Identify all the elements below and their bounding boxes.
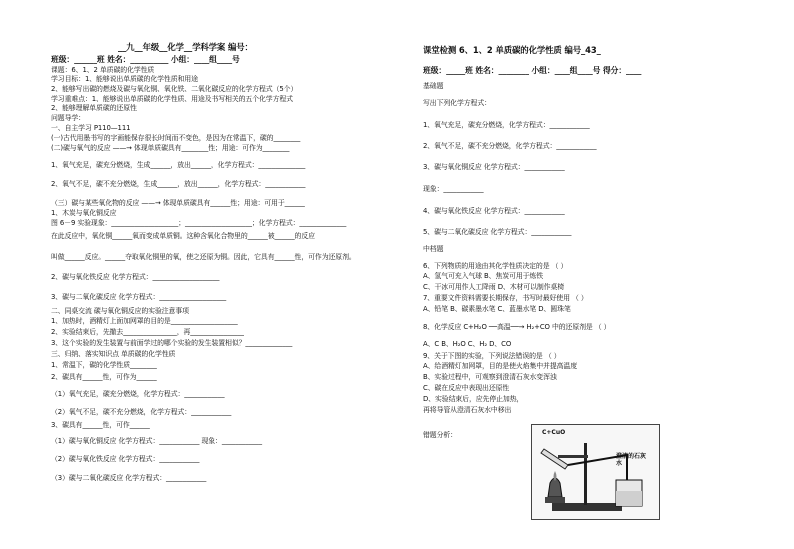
mid-item: A、氢气可充入气球 B、焦炭可用于炼铁 <box>423 272 543 280</box>
left-line: 三、归纳、落实知识点 单质碳的化学性质 <box>51 350 176 358</box>
left-line: （1）氧气充足，碳充分燃烧，化学方程式：____________ <box>51 390 225 398</box>
left-line: 二、同桌交流 碳与氧化铜反应的实验注意事项 <box>51 307 189 315</box>
figure-label-side: 澄清的石灰水 <box>616 453 647 467</box>
mid-item: 再将导管从澄清石灰水中移出 <box>423 406 512 414</box>
mid-item: C、碳在反应中表现出还原性 <box>423 384 510 392</box>
right-class-line: 班级：_____班 姓名：________ 小组：____组____号 得分：____ <box>423 66 642 75</box>
left-line: （2）氧气不足，碳不充分燃烧，化学方程式：____________ <box>51 408 232 416</box>
left-line: 3、碳具有______性，可作______ <box>51 421 150 429</box>
left-line: （1）碳与氧化铜反应 化学方程式：____________ 现象：____________ <box>51 437 262 445</box>
basic-intro: 写出下列化学方程式： <box>423 99 491 107</box>
left-line: 2、实验结束后，先撤去________________，再________________ <box>51 328 244 336</box>
left-line: 叫做______反应。______夺取氧化铜里的氧，使之还原为铜。因此，它具有______性，可作为还原剂。 <box>51 253 356 261</box>
mid-item: D、实验结束后，应先停止加热， <box>423 395 524 403</box>
error-analysis: 错题分析： <box>423 431 457 439</box>
left-line: 课题：6、1、2 单质碳的化学性质 <box>51 66 155 74</box>
mid-item: B、实验过程中，可观察到澄清石灰水变浑浊 <box>423 373 557 381</box>
left-line: 1、氧气充足，碳充分燃烧，生成______，放出______，化学方程式：______________ <box>51 161 306 169</box>
basic-item: 现象：____________ <box>423 185 484 193</box>
mid-item: 8、化学反应 C+H₂O ──高温──→ H₂+CO 中的还原剂是 （ ） <box>423 323 611 331</box>
left-line: 2、碳具有______性，可作为______ <box>51 373 157 381</box>
right-title: 课堂检测 6、1、2 单质碳的化学性质 编号_43_ <box>423 45 601 55</box>
left-line: 3、这个实验的发生装置与前面学过的哪个实验的发生装置相似？______________ <box>51 339 293 347</box>
basic-item: 3、碳与氧化铜反应 化学方程式：____________ <box>423 163 565 171</box>
left-line: 2、能够写出碳的燃烧及碳与氧化铜、氧化铁、二氧化碳反应的化学方程式（5个） <box>51 85 298 93</box>
left-class-line: 班级：______班 姓名：__________ 小组：____组____号 <box>51 55 240 64</box>
mid-item: A、给酒精灯加网罩，目的是使火焰集中并提高温度 <box>423 362 578 370</box>
left-line: （三）碳与某些氧化物的反应 ——→ 体现单质碳具有______性；用途：可用于______ <box>51 199 305 207</box>
left-line: 在此反应中，氧化铜______氧而变成单质铜。这种含氧化合物里的______被______的反应 <box>51 232 315 240</box>
left-line: 1、常温下，碳的化学性质________ <box>51 361 157 369</box>
left-line: （2）碳与氧化铁反应 化学方程式：____________ <box>51 455 200 463</box>
mid-item: A、铅笔 B、碳素墨水笔 C、蓝墨水笔 D、圆珠笔 <box>423 305 571 313</box>
mid-item: C、干冰可用作人工降雨 D、木材可以制作桌椅 <box>423 283 565 291</box>
left-line: 2、碳与氧化铁反应 化学方程式：____________________ <box>51 273 220 281</box>
mid-item: 7、重要文件资料需要长期保存，书写时最好使用 （ ） <box>423 294 588 302</box>
basic-item: 2、氧气不足，碳不充分燃烧，化学方程式：____________ <box>423 142 597 150</box>
left-title: __九__年级__化学__学科学案 编号： <box>118 42 253 52</box>
left-line: (二)碳与氧气的反应 ——→ 体现单质碳具有________性；用途：可作为________ <box>51 144 290 152</box>
apparatus-figure <box>531 424 660 520</box>
mid-item: 9、关于下图的实验，下列说法错误的是 （ ） <box>423 352 561 360</box>
mid-heading: 中档题 <box>423 245 444 253</box>
left-line: 2、能够理解单质碳的还原性 <box>51 104 137 112</box>
mid-item: 6、下列物质的用途由其化学性质决定的是 （ ） <box>423 262 568 270</box>
left-line: 学习重难点：1、能够说出单质碳的化学性质、用途及书写相关的五个化学方程式 <box>51 95 293 103</box>
figure-label-top: C+CuO <box>542 429 566 436</box>
basic-item: 1、氧气充足，碳充分燃烧，化学方程式：____________ <box>423 121 590 129</box>
left-line: （3）碳与二氧化碳反应 化学方程式：____________ <box>51 474 207 482</box>
basic-item: 4、碳与氧化铁反应 化学方程式：____________ <box>423 207 565 215</box>
left-line: 一、自主学习 P110—111 <box>51 124 131 132</box>
basic-item: 5、碳与二氧化碳反应 化学方程式：____________ <box>423 228 572 236</box>
left-line: 1、加热时，酒精灯上面加网罩的目的是____________________ <box>51 317 238 325</box>
left-line: 2、氧气不足，碳不充分燃烧，生成______，放出______，化学方程式：____________ <box>51 180 306 188</box>
left-line: 学习目标：1、能够说出单质碳的化学性质和用途 <box>51 75 198 83</box>
mid-item: A、C B、H₂O C、H₂ D、CO <box>423 340 512 348</box>
left-line: 图 6－9 实验现象：____________________；____________________；化学方程式：______________ <box>51 219 347 227</box>
left-line: (一)古代用墨书写的字画能保存很长时间而不变色，是因为在常温下，碳的________ <box>51 134 301 142</box>
basic-heading: 基础题 <box>423 82 444 90</box>
left-line: 1、木炭与氧化铜反应 <box>51 209 117 217</box>
left-line: 问题导学： <box>51 114 85 122</box>
apparatus-drawing <box>532 425 659 519</box>
left-line: 3、碳与二氧化碳反应 化学方程式：____________________ <box>51 293 227 301</box>
